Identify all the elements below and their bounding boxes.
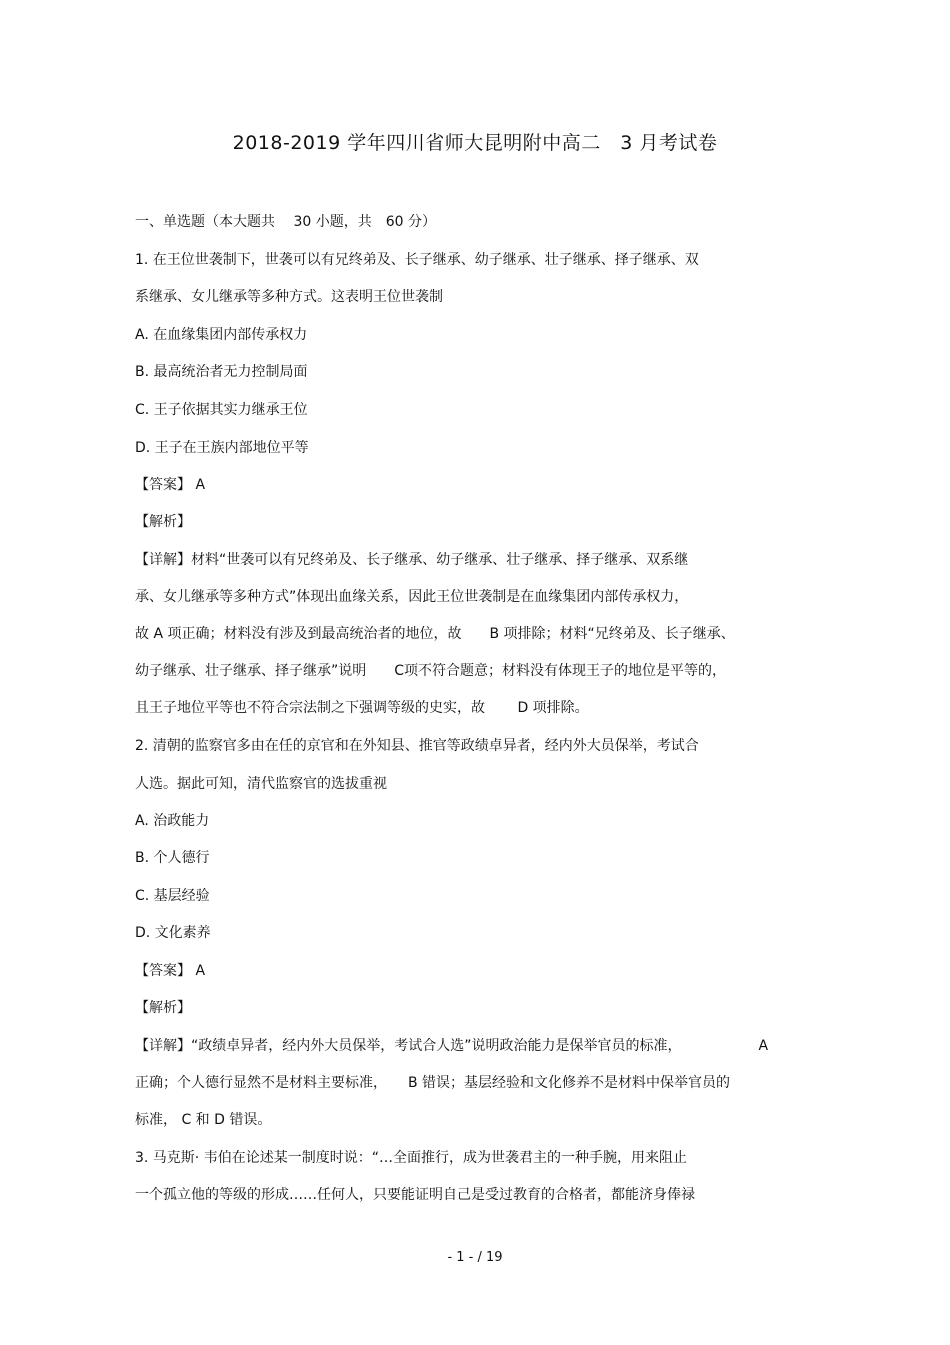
question-1-option-c: C. 王子依据其实力继承王位 (135, 402, 308, 418)
question-2-stem-line-2: 人选。据此可知，清代监察官的选拔重视 (135, 776, 387, 792)
question-1-detail-line-1: 【详解】材料“世袭可以有兄终弟及、长子继承、幼子继承、壮子继承、择子继承、双系继 (135, 552, 689, 568)
section-heading: 一、单选题（本大题共 30 小题，共 60 分） (135, 214, 436, 230)
question-3-stem-line-2: 一个孤立他的等级的形成……任何人，只要能证明自己是受过教育的合格者，都能济身俸禄 (135, 1187, 695, 1203)
question-1-option-a: A. 在血缘集团内部传承权力 (135, 327, 308, 343)
question-2-stem-line-1: 2. 清朝的监察官多由在任的京官和在外知县、推官等政绩卓异者，经内外大员保举，考试合 (135, 738, 699, 754)
question-1-stem-line-1: 1. 在王位世袭制下，世袭可以有兄终弟及、长子继承、幼子继承、壮子继承、择子继承、双 (135, 252, 699, 268)
question-1-detail-line-2: 承、女儿继承等多种方式”体现出血缘关系，因此王位世袭制是在血缘集团内部传承权力， (135, 589, 689, 605)
question-2-option-a: A. 治政能力 (135, 813, 210, 829)
question-1-detail-line-5: 且王子地位平等也不符合宗法制之下强调等级的史实，故 D 项排除。 (135, 700, 589, 716)
question-2-answer: 【答案】 A (135, 963, 206, 979)
question-1-stem-line-2: 系继承、女儿继承等多种方式。这表明王位世袭制 (135, 289, 443, 305)
question-1-answer: 【答案】 A (135, 477, 206, 493)
page-number: - 1 - / 19 (447, 1250, 503, 1265)
question-2-detail-line-3: 标准， C 和 D 错误。 (135, 1112, 272, 1128)
question-1-detail-line-4: 幼子继承、壮子继承、择子继承”说明 C项不符合题意；材料没有体现王子的地位是平等的， (135, 663, 727, 679)
question-2-option-b: B. 个人德行 (135, 850, 210, 866)
question-1-option-b: B. 最高统治者无力控制局面 (135, 364, 308, 380)
question-1-option-d: D. 王子在王族内部地位平等 (135, 440, 309, 456)
question-1-analysis-label: 【解析】 (135, 514, 191, 530)
page-title: 2018-2019 学年四川省师大昆明附中高二 3 月考试卷 (232, 132, 718, 154)
question-3-stem-line-1: 3. 马克斯· 韦伯在论述某一制度时说：“…全面推行，成为世袭君主的一种手腕，用来阻止 (135, 1150, 687, 1166)
question-1-detail-line-3: 故 A 项正确；材料没有涉及到最高统治者的地位，故 B 项排除；材料“兄终弟及、长子继承、 (135, 626, 735, 642)
question-2-option-c: C. 基层经验 (135, 888, 210, 904)
question-2-option-d: D. 文化素养 (135, 925, 211, 941)
question-2-detail-line-1: 【详解】“政绩卓异者，经内外大员保举，考试合人选”说明政治能力是保举官员的标准， A (135, 1038, 769, 1054)
question-2-detail-line-2: 正确；个人德行显然不是材料主要标准， B 错误；基层经验和文化修养不是材料中保举官员的 (135, 1075, 731, 1091)
question-2-analysis-label: 【解析】 (135, 1000, 191, 1016)
